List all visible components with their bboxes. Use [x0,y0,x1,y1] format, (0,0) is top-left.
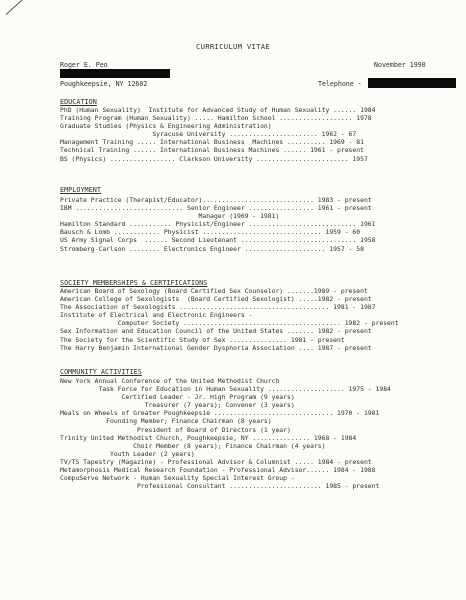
list-item: Private Practice (Therapist/Educator)............................. 1983 - present [60,196,372,204]
list-item: Graduate Studies (Physics & Engineering Administration) [60,122,272,131]
section-heading-employment: EMPLOYMENT [60,186,101,194]
list-item: TV/TS Tapestry (Magazine) - Professional Advisor & Columnist ..... 1984 - present [60,457,372,466]
section-heading-society-memberships: SOCIETY MEMBERSHIPS & CERTIFICATIONS [60,279,208,287]
pen-mark [6,0,32,15]
memberships-list [60,287,460,352]
list-item: Professional Consultant ........................ 1985 - present [60,482,380,491]
list-item: President of Board of Directors (1 year) [60,425,291,434]
list-item: IBM ............................ Senior Engineer ................. 1961 - present [60,204,372,213]
list-item: Stromberg-Carlson ........ Electronics Engineer ..................... 1957 - 58 [60,244,364,253]
address-city-text: Poughkeepsie, NY 12602 [60,80,148,88]
list-item: Metamorphosis Medical Research Foundation - Professional Advisor...... 1984 - 1988 [60,466,376,475]
list-item: Trinity United Methodist Church, Poughkeepsie, NY ............... 1968 - 1984 [60,433,357,442]
list-item: Choir Member (8 years); Finance Chairman (4 years) [60,441,326,450]
list-item: CompuServe Network - Human Sexuality Special Interest Group - [60,474,295,483]
list-item: The Harry Benjamin International Gender Dysphoria Association .... 1987 - present [60,343,372,352]
list-item: Training Program (Human Sexuality) ..... Hamilton School ................... 1978 [60,114,372,123]
list-item: Task Force for Education in Human Sexuality .................... 1975 - 1984 [60,385,391,394]
redacted-telephone-block [368,78,456,88]
list-item: PhD (Human Sexuality) Institute for Advanced Study of Human Sexuality ...... 1984 [60,106,376,114]
list-item: American Board of Sexology (Board Certified Sex Counselor) .......1989 - present [60,287,368,295]
employment-list [60,196,460,253]
list-item: Certified Leader - Jr. High Program (9 years) [60,393,295,402]
list-item: Manager (1969 - 1981) [60,212,280,221]
section-heading-community-activities: COMMUNITY ACTIVITIES [60,368,142,376]
redacted-address-block [60,69,170,78]
telephone-label: Telephone - [318,80,362,88]
list-item: Computer Society ......................................... 1982 - present [60,319,399,328]
list-item: US Army Signal Corps ...... Second Lieutenant .............................. 1958 [60,236,376,245]
list-item: Founding Member; Finance Chairman (8 years) [60,417,272,426]
list-item: Management Training ..... International Business Machines .......... 1969 - 81 [60,138,364,147]
name-text: Roger E. Peo [60,61,108,69]
community-list [60,377,460,490]
section-heading-education: EDUCATION [60,98,97,106]
list-item: Treasurer (7 years); Convener (3 years) [60,401,295,410]
list-item: Youth Leader (2 years) [60,449,195,458]
list-item: Technical Training ...... International Business Machines ...... 1961 - present [60,146,364,155]
list-item: Institute of Electrical and Electronic Engineers - [60,311,253,320]
list-item: Bausch & Lomb ............ Physicist ............................... 1959 - 60 [60,228,361,237]
list-item: Hamilton Standard ........... Physicist/Engineer ............................ 1961 [60,220,376,229]
education-list [60,106,460,163]
list-item: The Society for the Scientific Study of Sex ............... 1981 - present [60,335,345,344]
list-item: Sex Information and Education Council of the United States ....... 1982 - present [60,327,372,336]
list-item: Meals on Wheels of Greater Poughkeepsie ............................... 1970 - 1981 [60,409,380,418]
list-item: Syracuse University ....................... 1962 - 67 [60,130,357,139]
list-item: American College of Sexologists (Board Certified Sexologist) .....1982 - present [60,295,372,304]
page-title: CURRICULUM VITAE [195,42,271,51]
list-item: New York Annual Conference of the United Methodist Church [60,377,280,385]
date-text: November 1990 [374,61,426,69]
list-item: The Association of Sexologists ....................................... 1981 - 1987 [60,303,376,312]
list-item: BS (Physics) ................. Clarkson University ........................ 1957 [60,154,368,163]
